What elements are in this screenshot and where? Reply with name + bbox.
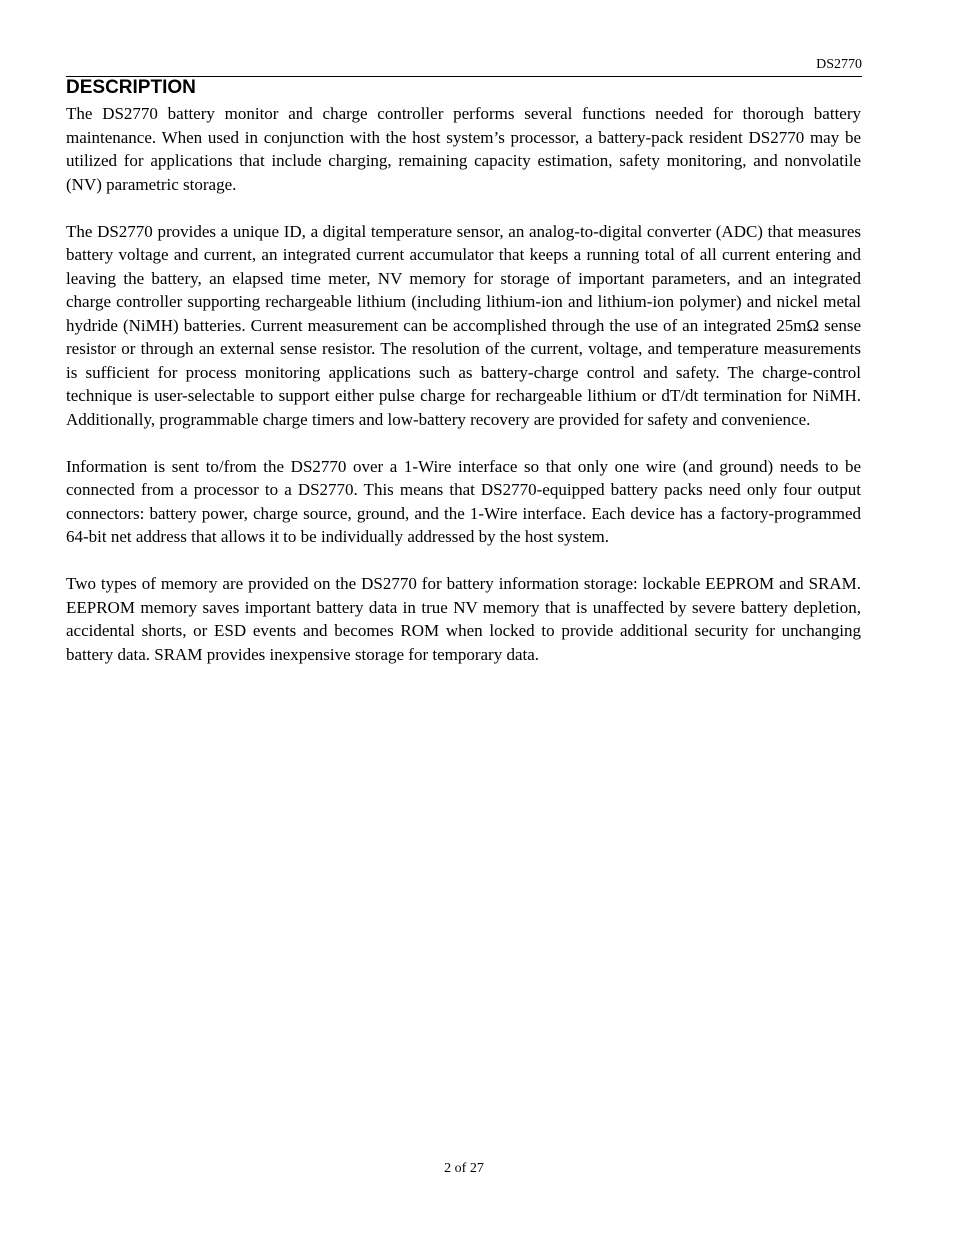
- document-id-header: DS2770: [816, 57, 862, 72]
- paragraph-features: The DS2770 provides a unique ID, a digital temperature sensor, an analog-to-digital converter (ADC) that measures battery voltage and current, an integrated current accumulator that keeps a running total of all current entering and leaving the battery, an elapsed time meter, NV memory for storage of important parameters, and an integrated charge controller supporting rechargeable lithium (including lithium-ion and lithium-ion polymer) and nickel metal hydride (NiMH) batteries. Current measurement can be accomplished through the use of an integrated 25mΩ sense resistor or through an external sense resistor. The resolution of the current, voltage, and temperature measurements is sufficient for process monitoring applications such as battery-charge control and safety. The charge-control technique is user-selectable to support either pulse charge for rechargeable lithium or dT/dt termination for NiMH. Additionally, programmable charge timers and low-battery recovery are provided for safety and convenience.: [66, 221, 861, 429]
- paragraph-memory: Two types of memory are provided on the DS2770 for battery information storage: lockable EEPROM and SRAM. EEPROM memory saves important battery data in true NV memory that is unaffected by severe battery depletion, accidental shorts, or ESD events and becomes ROM when locked to provide additional security for unchanging battery data. SRAM provides inexpensive storage for temporary data.: [66, 574, 861, 664]
- paragraph-interface: Information is sent to/from the DS2770 over a 1-Wire interface so that only one wire (and ground) needs to be connected from a processor to a DS2770. This means that DS2770-equipped battery packs need only four output connectors: battery power, charge source, ground, and the 1-Wire interface. Each device has a factory-programmed 64-bit net address that allows it to be individually addressed by the host system.: [66, 456, 861, 546]
- section-title: DESCRIPTION: [66, 77, 196, 98]
- description-body: [66, 102, 861, 690]
- paragraph-overview: The DS2770 battery monitor and charge controller performs several functions needed for thorough battery maintenance. When used in conjunction with the host system’s processor, a battery-pack resident DS2770 may be utilized for applications that include charging, remaining capacity estimation, safety monitoring, and nonvolatile (NV) parametric storage.: [66, 104, 861, 194]
- page-number: 2 of 27: [444, 1161, 484, 1176]
